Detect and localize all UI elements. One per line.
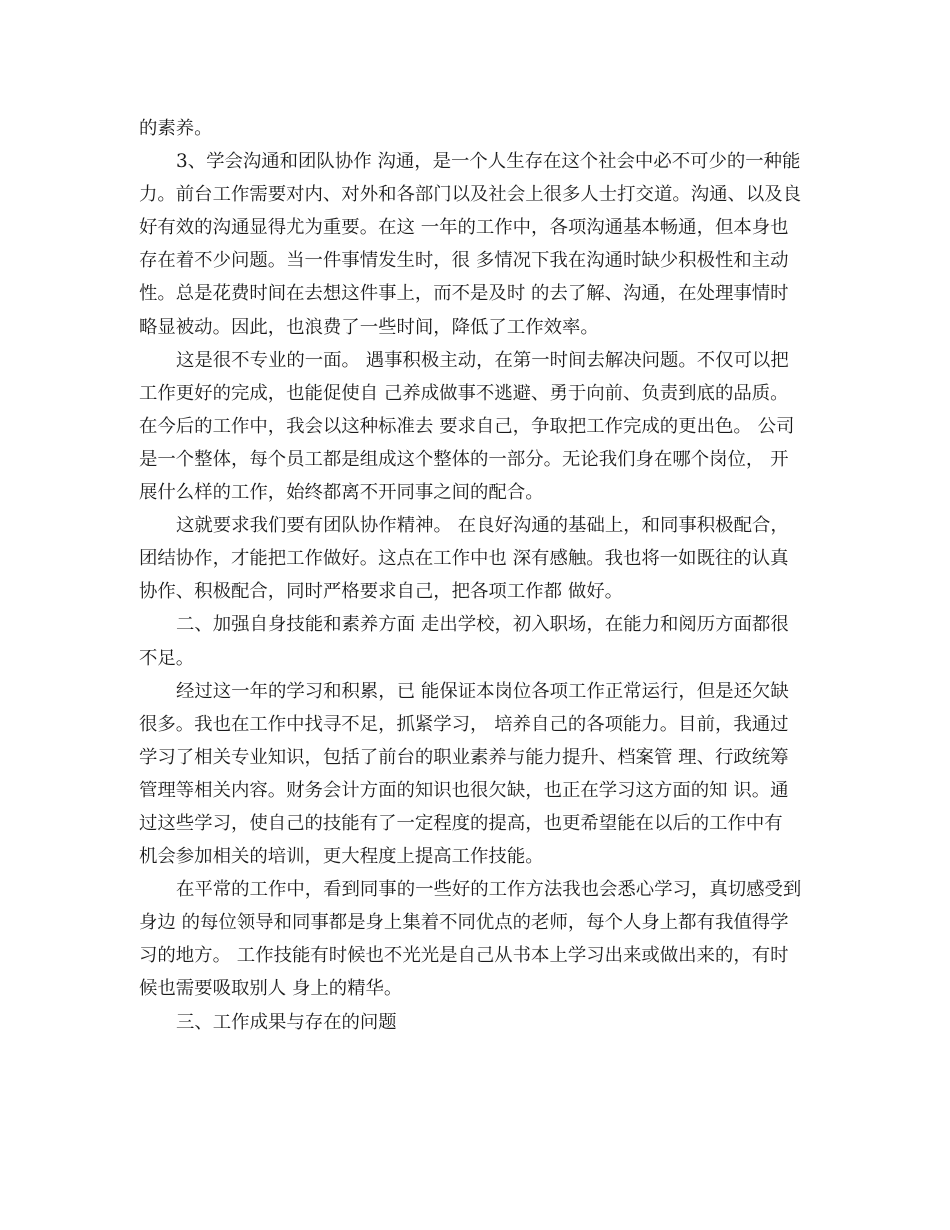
text-line: 展什么样的工作，始终都离不开同事之间的配合。 [139,482,544,504]
text-line: 二、加强自身技能和素养方面 走出学校，初入职场，在能力和阅历方面都很 [176,614,789,636]
text-line: 协作、积极配合，同时严格要求自己，把各项工作都 做好。 [139,581,624,603]
text-line: 工作更好的完成，也能促使自 己养成做事不逃避、勇于向前、负责到底的品质。 [139,382,789,404]
document-body [139,112,819,1039]
text-line: 经过这一年的学习和积累，已 能保证本岗位各项工作正常运行，但是还欠缺 [176,680,789,702]
text-line: 的素养。 [139,118,213,139]
text-line: 过这些学习，使自己的技能有了一定程度的提高，也更希望能在以后的工作中有 [139,812,783,834]
text-line: 是一个整体，每个员工都是组成这个整体的一部分。无论我们身在哪个岗位， 开 [139,448,789,470]
text-line: 3、学会沟通和团队协作 沟通，是一个人生存在这个社会中必不可少的一种能 [176,151,801,173]
text-line: 机会参加相关的培训，更大程度上提高工作技能。 [139,846,544,868]
text-line: 存在着不少问题。当一件事情发生时，很 多情况下我在沟通时缺少积极性和主动 [139,250,789,272]
text-line: 在今后的工作中，我会以这种标准去 要求自己，争取把工作完成的更出色。 公司 [139,415,795,437]
text-line: 三、工作成果与存在的问题 [176,1011,397,1033]
text-line: 很多。我也在工作中找寻不足，抓紧学习， 培养自己的各项能力。目前，我通过 [139,713,789,735]
text-line: 略显被动。因此，也浪费了一些时间，降低了工作效率。 [139,316,599,338]
text-line: 好有效的沟通显得尤为重要。在这 一年的工作中，各项沟通基本畅通，但本身也 [139,217,789,239]
text-line: 这是很不专业的一面。 遇事积极主动，在第一时间去解决问题。不仅可以把 [176,349,789,371]
text-line: 力。前台工作需要对内、对外和各部门以及社会上很多人士打交道。沟通、以及良 [139,184,802,206]
text-line: 身边 的每位领导和同事都是身上集着不同优点的老师，每个人身上都有我值得学 [139,912,789,934]
text-line: 不足。 [139,647,195,669]
text-line: 学习了相关专业知识，包括了前台的职业素养与能力提升、档案管 理、行政统筹 [139,746,789,768]
text-line: 团结协作，才能把工作做好。这点在工作中也 深有感触。我也将一如既往的认真 [139,548,789,570]
text-line: 管理等相关内容。财务会计方面的知识也很欠缺，也正在学习这方面的知 识。通 [139,779,789,801]
text-line: 这就要求我们要有团队协作精神。 在良好沟通的基础上，和同事积极配合， [176,515,789,537]
text-line: 习的地方。 工作技能有时候也不光光是自己从书本上学习出来或做出来的，有时 [139,945,789,967]
text-line: 候也需要吸取别人 身上的精华。 [139,978,403,1000]
text-line: 在平常的工作中，看到同事的一些好的工作方法我也会悉心学习，真切感受到 [176,879,802,901]
text-line: 性。总是花费时间在去想这件事上，而不是及时 的去了解、沟通，在处理事情时 [139,283,789,305]
